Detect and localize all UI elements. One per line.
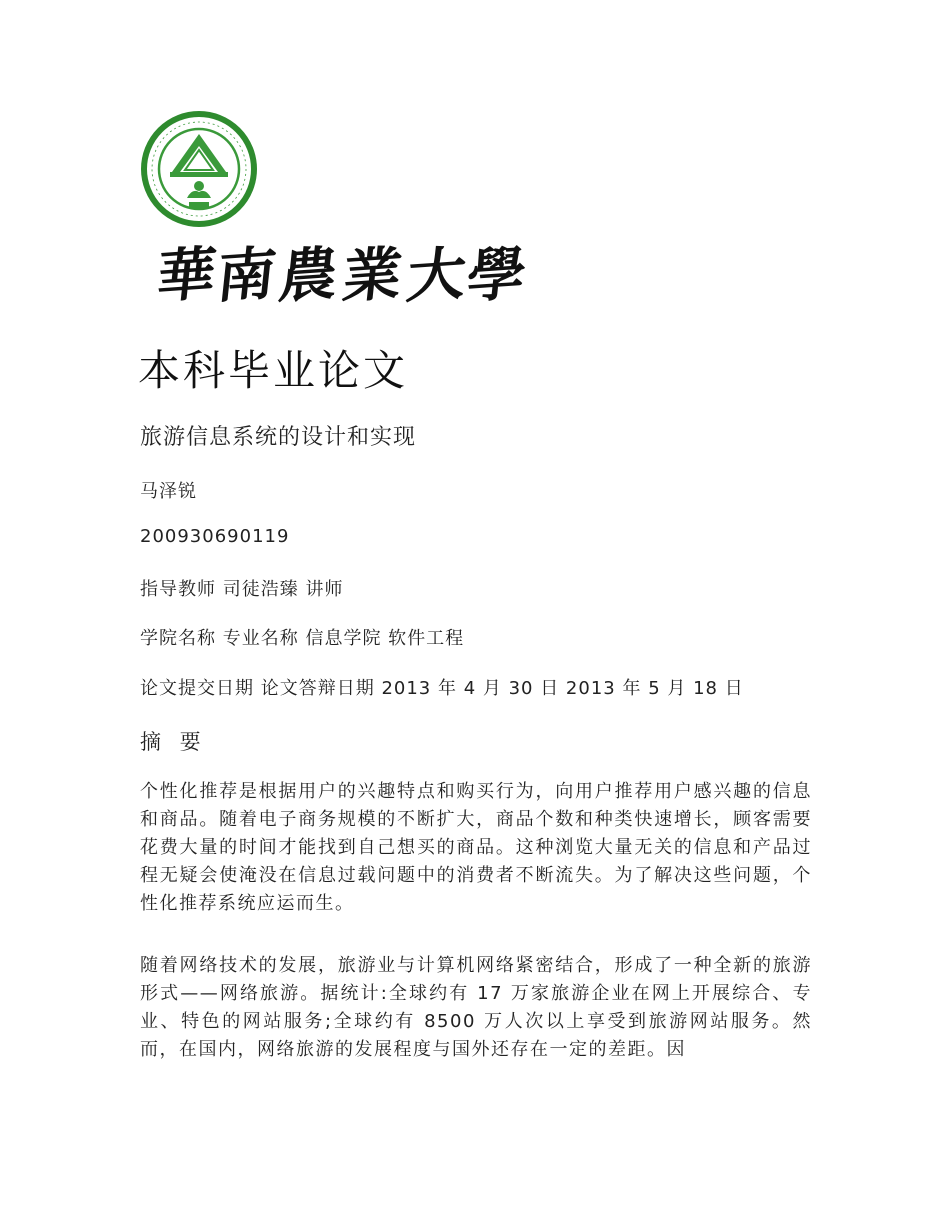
calligraphy-char: 華 xyxy=(153,239,220,311)
calligraphy-char: 農 xyxy=(275,239,342,311)
advisor-info: 指导教师 司徒浩臻 讲师 xyxy=(140,579,344,600)
calligraphy-char: 業 xyxy=(339,239,406,311)
calligraphy-char: 學 xyxy=(463,239,530,311)
thesis-subtitle: 旅游信息系统的设计和实现 xyxy=(140,425,417,450)
university-emblem-icon xyxy=(140,110,258,228)
calligraphy-char: 大 xyxy=(403,239,470,311)
university-name-calligraphy xyxy=(153,228,530,311)
abstract-heading: 摘 要 xyxy=(140,730,207,754)
dates-info: 论文提交日期 论文答辩日期 2013 年 4 月 30 日 2013 年 5 月 18 日 xyxy=(140,678,744,699)
abstract-paragraph: 随着网络技术的发展，旅游业与计算机网络紧密结合，形成了一种全新的旅游形式——网络旅游。据统计:全球约有 17 万家旅游企业在网上开展综合、专业、特色的网站服务;全球约有 8500 万人次以上享受到旅游网站服务。然而，在国内，网络旅游的发展程度与国外还存在一定的差距。因 xyxy=(140,955,812,1060)
calligraphy-char: 南 xyxy=(213,239,280,311)
student-id: 200930690119 xyxy=(140,526,290,547)
author-name: 马泽锐 xyxy=(140,481,197,502)
abstract-paragraph: 个性化推荐是根据用户的兴趣特点和购买行为，向用户推荐用户感兴趣的信息和商品。随着电子商务规模的不断扩大，商品个数和种类快速增长，顾客需要花费大量的时间才能找到自己想买的商品。这种浏览大量无关的信息和产品过程无疑会使淹没在信息过载问题中的消费者不断流失。为了解决这些问题，个性化推荐系统应运而生。 xyxy=(140,781,812,914)
page-title: 本科毕业论文 xyxy=(138,346,409,395)
university-logo xyxy=(140,110,530,311)
college-info: 学院名称 专业名称 信息学院 软件工程 xyxy=(140,628,465,649)
